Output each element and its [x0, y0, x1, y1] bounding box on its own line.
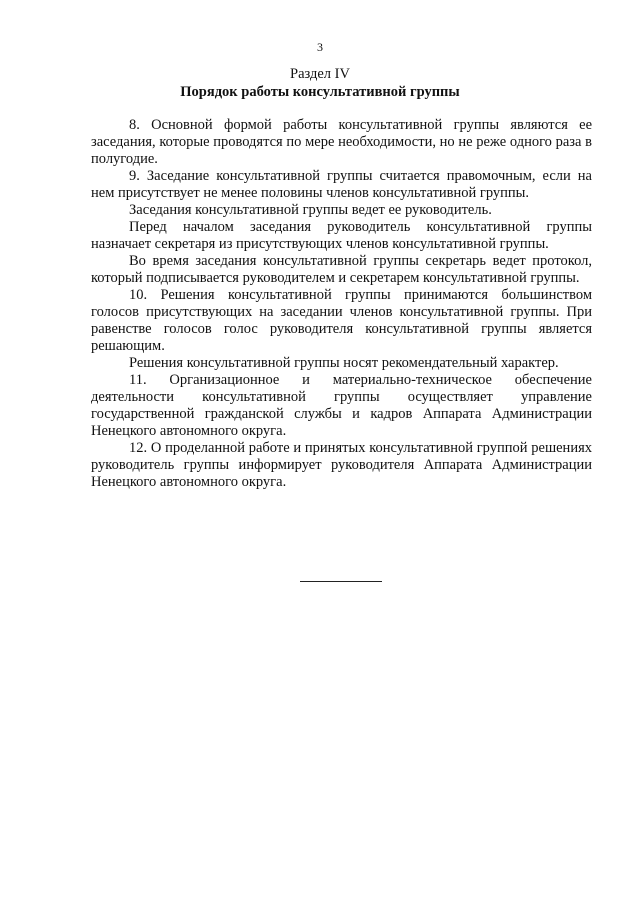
closing-divider — [300, 581, 382, 582]
paragraph-chair: Заседания консультативной группы ведет ее руководитель. — [129, 202, 492, 218]
paragraph-9: 9. Заседание консультативной группы считается правомочным, если на нем присутствует не менее половины членов консультативной группы. — [91, 168, 592, 201]
paragraph-protocol: Во время заседания консультативной группы секретарь ведет протокол, который подписывается руководителем и секретарем консультативной группы. — [91, 253, 592, 286]
paragraph-recommendations: Решения консультативной группы носят рекомендательный характер. — [129, 355, 559, 371]
paragraph-11: 11. Организационное и материально-техническое обеспечение деятельности консультативной группы осуществляет управление государственной гражданской службы и кадров Аппарата Администрации Ненецкого автономного округа. — [91, 372, 592, 439]
page-number: 3 — [317, 40, 323, 54]
section-title: Порядок работы консультативной группы — [180, 84, 460, 100]
paragraph-12: 12. О проделанной работе и принятых консультативной группой решениях руководитель группы информирует руководителя Аппарата Администрации Ненецкого автономного округа. — [91, 440, 592, 490]
paragraph-10: 10. Решения консультативной группы принимаются большинством голосов присутствующих на заседании членов консультативной группы. При равенстве голосов голос руководителя консультативной группы является решающим. — [91, 287, 592, 354]
paragraph-8: 8. Основной формой работы консультативной группы являются ее заседания, которые проводятся по мере необходимости, но не реже одного раза в полугодие. — [91, 117, 592, 167]
section-label: Раздел IV — [290, 66, 350, 82]
paragraph-secretary-appointment: Перед началом заседания руководитель консультативной группы назначает секретаря из присутствующих членов консультативной группы. — [91, 219, 592, 252]
body-text — [91, 117, 592, 491]
